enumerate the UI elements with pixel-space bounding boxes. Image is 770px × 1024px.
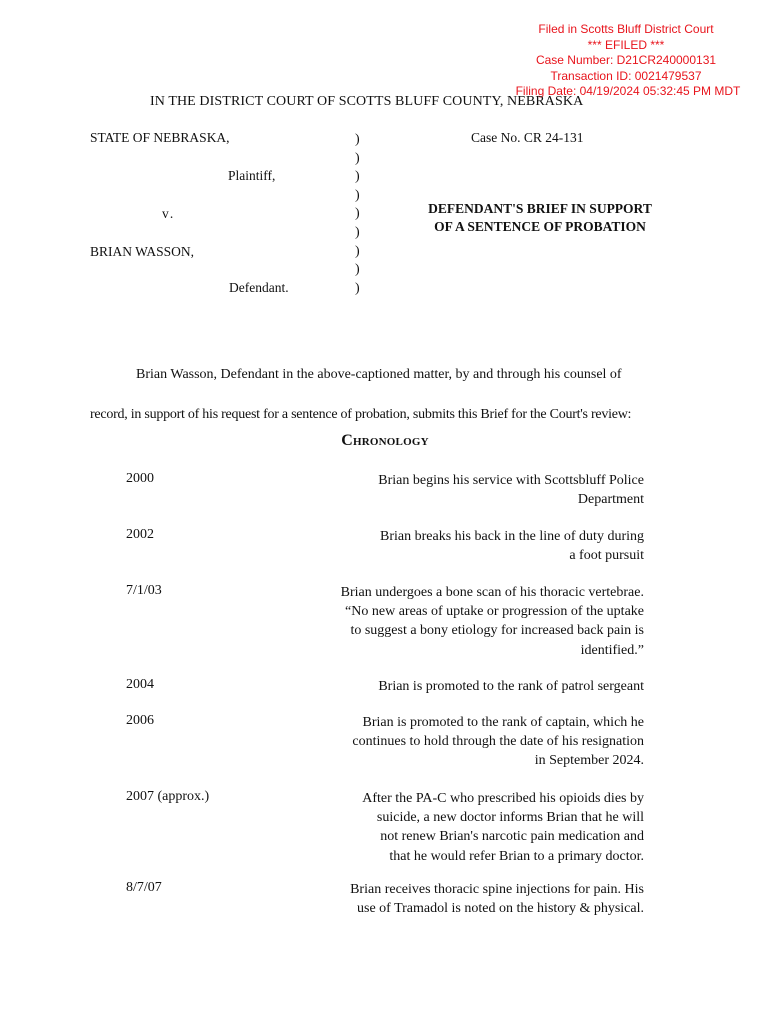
plaintiff-name: STATE OF NEBRASKA, <box>90 130 230 145</box>
chronology-line: “No new areas of uptake or progression of the uptake <box>345 604 644 620</box>
paren: ) <box>355 280 360 296</box>
versus-label: v. <box>162 206 176 221</box>
intro-line: Brian Wasson, Defendant in the above-captioned matter, by and through his counsel of <box>136 367 622 382</box>
document-title <box>400 200 680 236</box>
chronology-description <box>304 471 644 509</box>
stamp-filing-date: Filing Date: 04/19/2024 05:32:45 PM MDT <box>515 84 741 99</box>
chronology-line: Brian is promoted to the rank of patrol sergeant <box>378 679 644 694</box>
paren: ) <box>355 206 360 222</box>
paren: ) <box>355 187 360 203</box>
chronology-description <box>304 880 644 918</box>
case-number: Case No. CR 24-131 <box>471 130 584 145</box>
stamp-court-line: Filed in Scotts Bluff District Court <box>538 22 714 36</box>
case-caption <box>90 130 690 310</box>
chronology-date: 2006 <box>126 713 154 728</box>
chronology-description <box>304 789 644 866</box>
chronology-line: Brian undergoes a bone scan of his thoracic vertebrae. <box>340 585 644 600</box>
chronology-description <box>304 677 644 696</box>
chronology-line: Brian receives thoracic spine injections for pain. His <box>350 882 644 897</box>
chronology-description <box>304 713 644 771</box>
chronology-line: not renew Brian's narcotic pain medication and <box>380 829 644 845</box>
stamp-efiled-line: *** EFILED *** <box>587 37 665 52</box>
stamp-case-number: Case Number: D21CR240000131 <box>535 53 717 68</box>
chronology-line: After the PA-C who prescribed his opioids dies by <box>362 791 644 806</box>
defendant-name: BRIAN WASSON, <box>90 244 195 259</box>
chronology-date: 8/7/07 <box>126 880 162 895</box>
chronology-line: that he would refer Brian to a primary doctor. <box>389 848 644 864</box>
intro-paragraph <box>90 355 683 435</box>
chronology-date: 2007 (approx.) <box>126 789 210 804</box>
section-heading: Chronology <box>341 432 429 449</box>
paren: ) <box>355 132 360 147</box>
chronology-date: 2002 <box>126 527 154 542</box>
chronology-line: a foot pursuit <box>569 548 644 564</box>
chronology-line: use of Tramadol is noted on the history & physical. <box>357 901 644 917</box>
chronology-line: suicide, a new doctor informs Brian that he will <box>376 810 644 826</box>
chronology-line: identified.” <box>580 642 644 658</box>
paren: ) <box>355 224 360 240</box>
chronology-line: Brian breaks his back in the line of duty during <box>380 529 644 544</box>
chronology-description <box>304 527 644 565</box>
chronology-line: Brian begins his service with Scottsbluff Police <box>378 473 644 488</box>
plaintiff-role: Plaintiff, <box>228 168 276 183</box>
chronology-line: Brian is promoted to the rank of captain, which he <box>362 715 644 730</box>
paren: ) <box>355 150 360 166</box>
caption-parentheses <box>355 131 360 298</box>
paren: ) <box>355 169 360 185</box>
chronology-date: 7/1/03 <box>126 583 162 598</box>
court-heading: IN THE DISTRICT COURT OF SCOTTS BLUFF COUNTY, NEBRASKA <box>150 94 584 109</box>
chronology-line: continues to hold through the date of his resignation <box>352 734 644 750</box>
chronology-line: in September 2024. <box>534 753 644 769</box>
chronology-description <box>304 583 644 660</box>
paren: ) <box>355 243 360 259</box>
intro-line: record, in support of his request for a sentence of probation, submits this Brief for the Court's review: <box>90 407 632 422</box>
chronology-line: to suggest a bony etiology for increased back pain is <box>350 623 644 639</box>
efiling-stamp <box>500 22 752 100</box>
defendant-role: Defendant. <box>229 280 289 295</box>
title-line: DEFENDANT'S BRIEF IN SUPPORT <box>428 201 652 216</box>
chronology-date: 2004 <box>126 677 154 692</box>
title-line: OF A SENTENCE OF PROBATION <box>434 219 646 234</box>
chronology-line: Department <box>577 492 644 508</box>
paren: ) <box>355 262 360 278</box>
stamp-transaction-id: Transaction ID: 0021479537 <box>550 68 702 83</box>
chronology-date: 2000 <box>126 471 154 486</box>
